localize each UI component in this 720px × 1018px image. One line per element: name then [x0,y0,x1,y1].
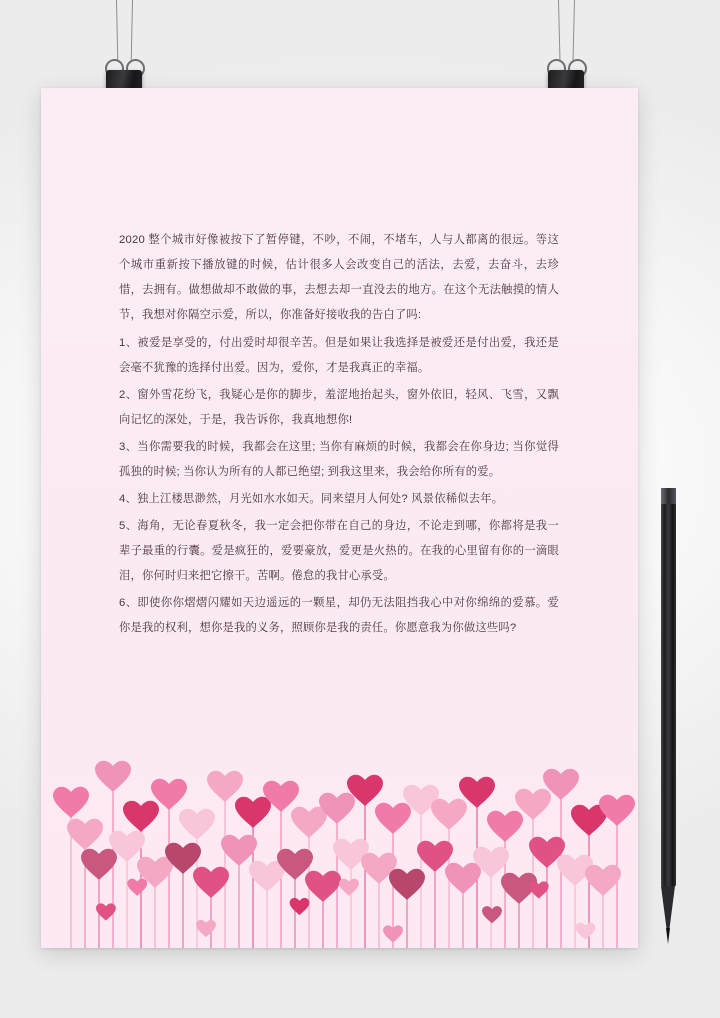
hanging-string [558,0,561,62]
letter-text-block [119,228,559,643]
paragraph-1: 1、被爱是享受的，付出爱时却很辛苦。但是如果让我选择是被爱还是付出爱，我还是会毫不犹豫的选择付出爱。因为，爱你，才是我真正的幸福。 [119,337,559,374]
hanging-string [131,0,133,62]
paragraph-2: 2、窗外雪花纷飞，我疑心是你的脚步，羞涩地抬起头，窗外依旧，轻风、飞雪，又飘向记忆的深处，于是，我告诉你，我真地想你! [119,389,559,426]
paragraph-intro: 2020 整个城市好像被按下了暂停键，不吵，不闹，不堵车，人与人都离的很远。等这个城市重新按下播放键的时候，估计很多人会改变自己的活法，去爱，去奋斗，去珍惜，去拥有。做想做却不敢做的事，去想去却一直没去的地方。在这个无法触摸的情人节，我想对你隔空示爱，所以，你准备好接收我的告白了吗: [119,234,559,321]
heart-field-decoration [41,628,638,948]
heart-field-svg [41,628,638,948]
pencil-tip [666,928,670,944]
hanging-string [116,0,118,62]
paragraph-4: 4、独上江楼思渺然，月光如水水如天。同来望月人何处? 风景依稀似去年。 [119,493,504,505]
paragraph-6: 6、即使你你熠熠闪耀如天边遥远的一颗星，却仍无法阻挡我心中对你绵绵的爱慕。爱你是我的权利，想你是我的义务，照顾你是我的责任。你愿意我为你做这些吗? [119,597,559,634]
pencil-barrel [661,488,676,886]
hanging-string [572,0,575,62]
paragraph-5: 5、海角，无论春夏秋冬，我一定会把你带在自己的身边，不论走到哪，你都将是我一辈子最重的行囊。爱是疯狂的，爱要豪放，爱更是火热的。在我的心里留有你的一滴眼泪，你何时归来把它擦干。苦啊。倦怠的我甘心承受。 [119,520,559,582]
pencil-decoration [659,488,679,958]
paragraph-3: 3、当你需要我的时候，我都会在这里; 当你有麻烦的时候，我都会在你身边; 当你觉得孤独的时候; 当你认为所有的人都已绝望; 到我这里来，我会给你所有的爱。 [119,441,559,478]
letter-paper [41,88,638,948]
pencil-ferrule [661,488,676,504]
